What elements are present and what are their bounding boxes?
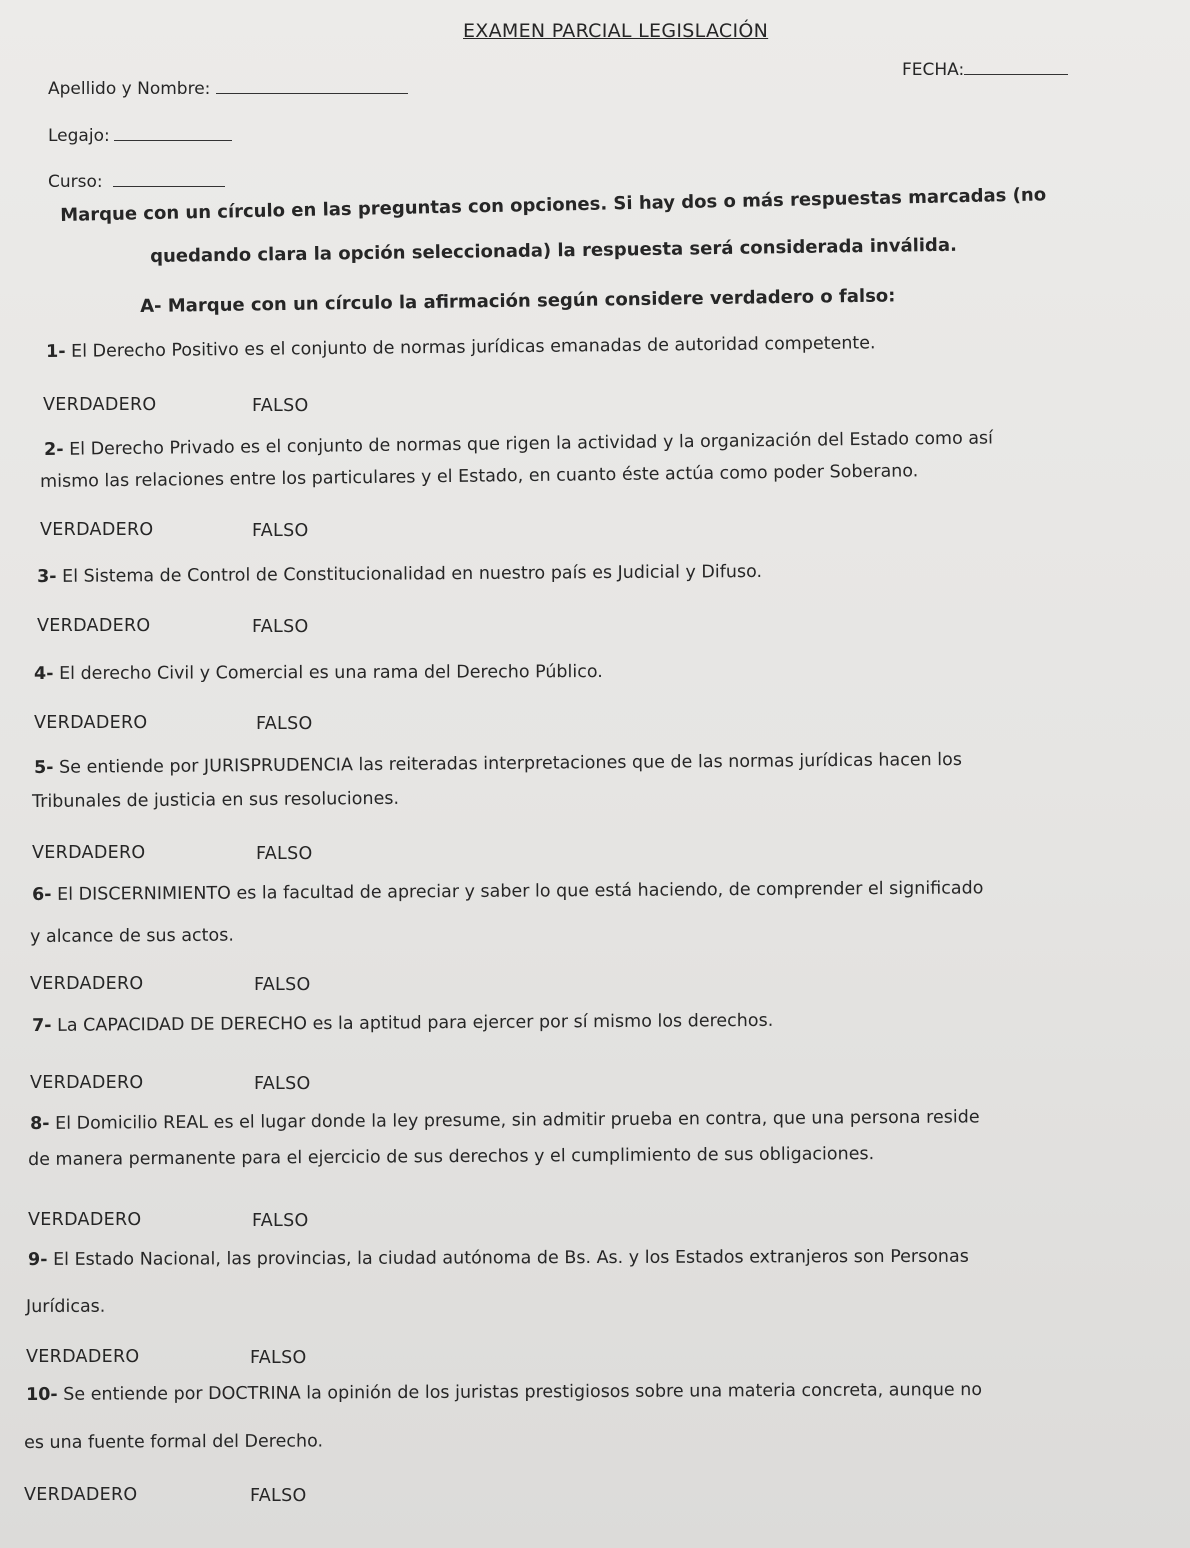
question-4-line-1 [34,662,603,684]
question-text: Jurídicas. [26,1296,106,1317]
question-text: El Derecho Privado es el conjunto de normas que rigen la actividad y la organización del Estado como así [69,428,994,460]
instructions-line-1: Marque con un círculo en las preguntas con opciones. Si hay dos o más respuestas marcadas (no [60,184,1047,226]
question-5-line-1 [34,750,962,778]
question-number: 10- [26,1384,58,1405]
question-text: El Sistema de Control de Constitucionalidad en nuestro país es Judicial y Difuso. [62,561,763,587]
question-8-line-1 [30,1107,980,1134]
option-falso-q9[interactable]: FALSO [250,1348,307,1368]
question-number: 2- [44,439,64,460]
curso-field [48,172,225,192]
fecha-field [902,60,1068,80]
nombre-label: Apellido y Nombre: [48,79,211,99]
nombre-field [48,79,408,99]
question-10-line-2 [24,1431,323,1453]
question-number: 7- [32,1015,52,1036]
option-verdadero-q4[interactable]: VERDADERO [34,713,148,733]
curso-blank[interactable] [113,172,225,187]
option-falso-q8[interactable]: FALSO [252,1211,309,1231]
option-falso-q1[interactable]: FALSO [252,396,309,416]
legajo-label: Legajo: [48,126,110,146]
question-text: Se entiende por JURISPRUDENCIA las reiteradas interpretaciones que de las normas jurídicas hacen los [59,749,962,778]
question-3-line-1 [37,562,762,587]
question-2-line-1 [44,428,993,460]
question-text: Tribunales de justicia en sus resoluciones. [32,788,400,812]
option-verdadero-q6[interactable]: VERDADERO [30,974,144,994]
question-9-line-2 [26,1297,105,1317]
question-text: El derecho Civil y Comercial es una rama del Derecho Público. [59,662,603,684]
legajo-field [48,126,232,146]
question-6-line-1 [32,878,983,905]
question-number: 6- [32,884,52,905]
question-text: El Domicilio REAL es el lugar donde la ley presume, sin admitir prueba en contra, que una persona reside [55,1107,980,1134]
question-number: 8- [30,1113,50,1134]
option-falso-q10[interactable]: FALSO [250,1486,307,1506]
instructions-line-2: quedando clara la opción seleccionada) la respuesta será considerada inválida. [150,234,958,267]
fecha-label: FECHA: [902,60,965,80]
question-10-line-1 [26,1380,982,1405]
question-text: y alcance de sus actos. [30,925,234,947]
option-verdadero-q2[interactable]: VERDADERO [40,520,154,540]
curso-label: Curso: [48,172,103,192]
option-verdadero-q3[interactable]: VERDADERO [37,616,151,636]
question-8-line-2 [28,1144,874,1170]
question-9-line-1 [28,1247,969,1270]
legajo-blank[interactable] [114,126,232,141]
option-verdadero-q9[interactable]: VERDADERO [26,1347,140,1367]
option-falso-q6[interactable]: FALSO [254,975,311,995]
option-verdadero-q5[interactable]: VERDADERO [32,843,146,863]
option-falso-q5[interactable]: FALSO [256,844,313,864]
nombre-blank[interactable] [216,79,408,94]
page-title: EXAMEN PARCIAL LEGISLACIÓN [463,20,769,42]
question-text: El DISCERNIMIENTO es la facultad de apreciar y saber lo que está haciendo, de comprender el significado [57,878,984,905]
section-a-heading: A- Marque con un círculo la afirmación según considere verdadero o falso: [140,285,896,317]
question-2-line-2 [40,461,918,492]
option-verdadero-q10[interactable]: VERDADERO [24,1485,138,1505]
option-falso-q7[interactable]: FALSO [254,1074,311,1094]
question-text: Se entiende por DOCTRINA la opinión de los juristas prestigiosos sobre una materia concreta, aunque no [63,1379,983,1405]
question-text: es una fuente formal del Derecho. [24,1431,324,1453]
question-text: La CAPACIDAD DE DERECHO es la aptitud para ejercer por sí mismo los derechos. [57,1010,774,1036]
question-number: 1- [46,341,66,362]
question-text: El Derecho Positivo es el conjunto de normas jurídicas emanadas de autoridad competente. [71,333,876,362]
question-text: de manera permanente para el ejercicio de sus derechos y el cumplimiento de sus obligaciones. [28,1144,875,1170]
question-text: mismo las relaciones entre los particulares y el Estado, en cuanto éste actúa como poder Soberano. [40,461,919,492]
question-6-line-2 [30,926,234,947]
option-verdadero-q7[interactable]: VERDADERO [30,1073,144,1093]
question-5-line-2 [32,789,399,812]
option-falso-q2[interactable]: FALSO [252,521,309,541]
option-falso-q4[interactable]: FALSO [256,714,313,734]
option-falso-q3[interactable]: FALSO [252,617,309,637]
option-verdadero-q1[interactable]: VERDADERO [43,395,157,415]
question-number: 9- [28,1249,48,1270]
question-text: El Estado Nacional, las provincias, la ciudad autónoma de Bs. As. y los Estados extranjeros son Personas [53,1246,969,1270]
option-verdadero-q8[interactable]: VERDADERO [28,1210,142,1230]
fecha-blank[interactable] [964,60,1068,75]
question-number: 5- [34,757,54,778]
question-number: 3- [37,566,57,587]
question-number: 4- [34,663,54,684]
question-1-line-1 [46,333,876,362]
question-7-line-1 [32,1011,773,1036]
